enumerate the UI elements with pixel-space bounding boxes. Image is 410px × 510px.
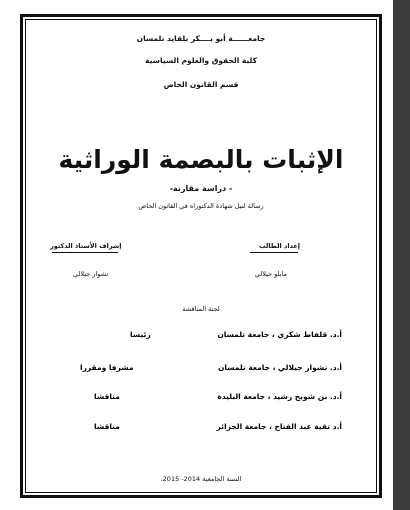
- committee-row: [70, 392, 342, 404]
- thesis-title: الإثبات بالبصمة الوراثية: [58, 145, 344, 174]
- supervisor-label-underline: [52, 252, 118, 253]
- student-label: إعداد الطالب: [258, 242, 300, 250]
- committee-row: [70, 330, 342, 342]
- committee-row: [70, 422, 342, 434]
- committee-member-name: أ.د تقية عبد الفتاح ، جامعة الجزائر: [216, 422, 342, 431]
- student-label-underline: [250, 252, 298, 253]
- committee-member-name: أ.د. قلفاط شكري ، جامعة تلمسان: [217, 330, 342, 339]
- supervisor-label: إشراف الأستاذ الدكتور: [50, 242, 122, 250]
- department-name: قسم القانون الخاص: [163, 80, 239, 89]
- committee-title: لجنة المناقشة: [182, 305, 220, 313]
- thesis-degree-note: رسالة لنيل شهادة الدكتوراه في القانون الخاص: [138, 202, 264, 210]
- supervisor-name: تشوار جيلالي: [73, 270, 109, 278]
- university-name: جامعــــــة أبو بــــكر بلقايد تلمسان: [136, 34, 266, 43]
- thesis-subtitle: - دراسة مقارنة-: [169, 184, 233, 193]
- committee-member-role: رئيسا: [130, 330, 151, 339]
- committee-member-role: مناقشا: [94, 422, 120, 431]
- committee-row: [70, 363, 342, 375]
- committee-member-name: أ.د. تشوار جيلالي ، جامعة تلمسان: [217, 363, 342, 372]
- student-name: مابلو جيلالي: [254, 270, 287, 278]
- academic-year: السنة الجامعية 2014- 2015.: [160, 475, 242, 483]
- committee-member-role: مناقشا: [94, 392, 120, 401]
- committee-member-role: مشرفا ومقررا: [80, 363, 134, 372]
- faculty-name: كلية الحقوق والعلوم السياسية: [145, 56, 257, 65]
- committee-member-name: أ.د. بن شويخ رشيد ، جامعة البليدة: [217, 392, 342, 401]
- viewer-edge: [393, 0, 410, 510]
